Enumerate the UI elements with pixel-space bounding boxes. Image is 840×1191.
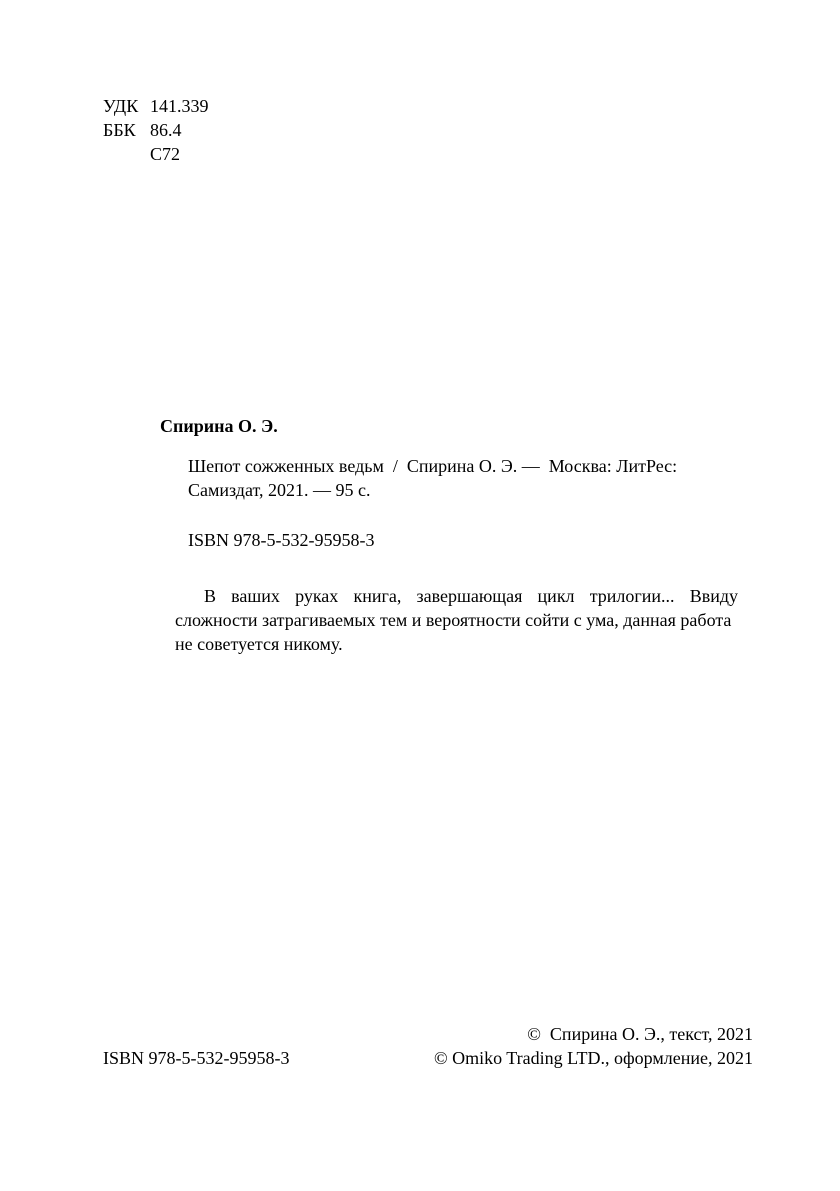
copyright-line: © Omiko Trading LTD., оформление, 2021: [433, 1048, 753, 1068]
isbn-footer: ISBN 978-5-532-95958-3: [103, 1048, 290, 1068]
author-heading: Спирина О. Э.: [160, 416, 278, 436]
classification-key: УДК: [103, 96, 139, 116]
copyright-line: © Спирина О. Э., текст, 2021: [527, 1024, 753, 1044]
annotation: [175, 584, 738, 656]
isbn-inline: ISBN 978-5-532-95958-3: [188, 530, 375, 550]
bibliographic-description: [188, 454, 748, 502]
classification-value: 141.339: [150, 96, 209, 116]
classification-row-author-sign: [103, 142, 209, 166]
classification-codes: [103, 94, 209, 166]
classification-row-bbk: [103, 118, 209, 142]
classification-row-udk: [103, 94, 209, 118]
classification-value: 86.4: [150, 120, 182, 140]
classification-key: ББК: [103, 120, 136, 140]
annotation-line: сложности затрагиваемых тем и вероятности сойти с ума, данная работа: [175, 610, 732, 630]
classification-value: С72: [150, 144, 181, 164]
annotation-line: В ваших руках книга, завершающая цикл трилогии... Ввиду: [204, 586, 738, 606]
copyright-block: [434, 1022, 753, 1070]
classification-key: [103, 142, 150, 166]
bibliographic-line: Самиздат, 2021. — 95 с.: [188, 480, 371, 500]
bibliographic-line: Шепот сожженных ведьм / Спирина О. Э. — Москва: ЛитРес:: [188, 456, 678, 476]
annotation-line: не советуется никому.: [175, 634, 343, 654]
